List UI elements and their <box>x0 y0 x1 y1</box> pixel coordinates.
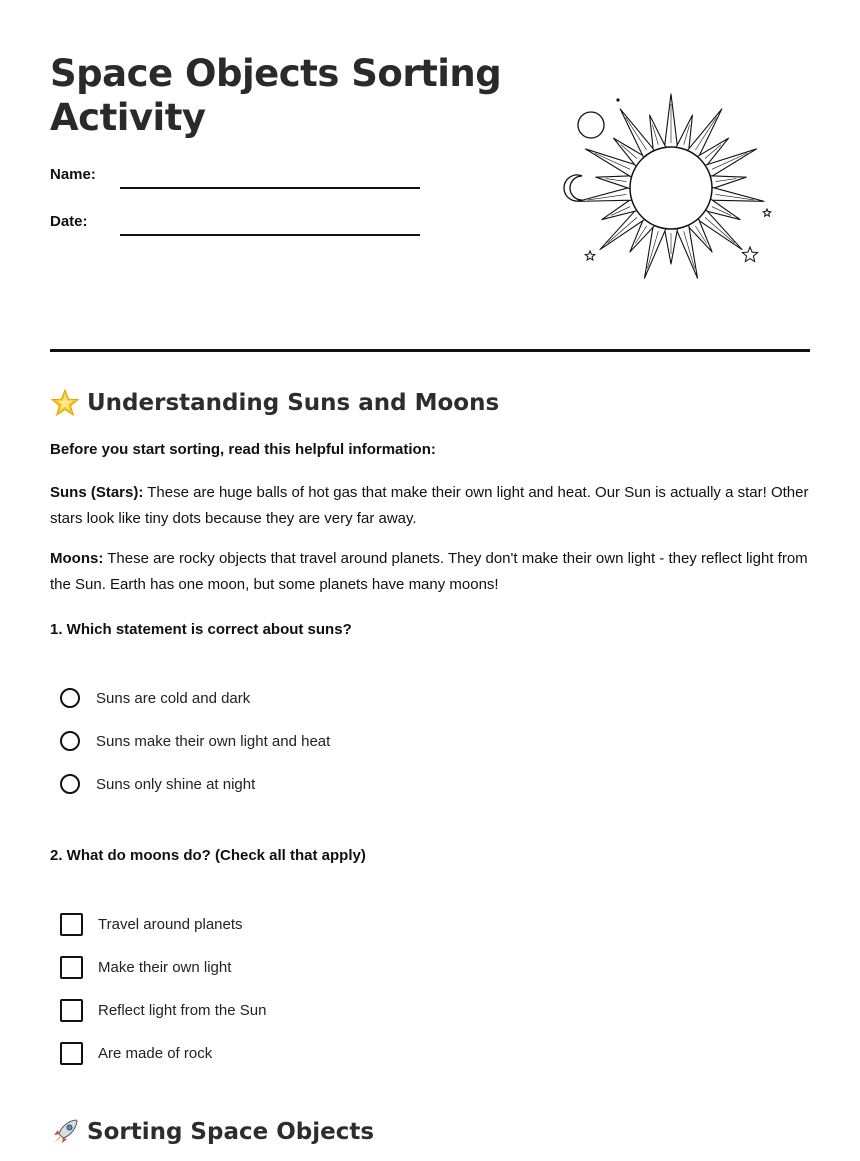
page-title: Space Objects Sorting Activity <box>50 52 502 139</box>
question-2-option[interactable]: Reflect light from the Sun <box>60 997 266 1023</box>
glowing-star-icon <box>50 388 80 418</box>
checkbox[interactable] <box>60 956 83 979</box>
date-label: Date: <box>50 213 88 230</box>
date-field[interactable] <box>120 234 420 236</box>
question-2: 2. What do moons do? (Check all that apply) <box>50 847 366 864</box>
question-1: 1. Which statement is correct about suns? <box>50 621 352 638</box>
name-label: Name: <box>50 166 96 183</box>
question-1-option[interactable]: Suns make their own light and heat <box>60 728 330 754</box>
moons-text: These are rocky objects that travel around planets. They don't make their own light - they reflect light from the Sun. Earth has one moon, but some planets have many moons! <box>50 550 808 593</box>
question-2-option[interactable]: Make their own light <box>60 954 231 980</box>
question-1-option[interactable]: Suns are cold and dark <box>60 685 250 711</box>
question-2-option[interactable]: Are made of rock <box>60 1040 212 1066</box>
section-divider <box>50 349 810 352</box>
moons-term: Moons: <box>50 550 104 567</box>
checkbox[interactable] <box>60 1042 83 1065</box>
radio-button[interactable] <box>60 688 80 708</box>
suns-text: These are huge balls of hot gas that make their own light and heat. Our Sun is actually a star! Other stars look like tiny dots because they are very far away. <box>50 484 809 527</box>
suns-term: Suns (Stars): <box>50 484 144 501</box>
radio-button[interactable] <box>60 774 80 794</box>
understanding-heading: Understanding Suns and Moons <box>50 388 499 418</box>
checkbox[interactable] <box>60 999 83 1022</box>
intro-text: Before you start sorting, read this helpful information: <box>50 441 436 458</box>
question-2-option[interactable]: Travel around planets <box>60 911 243 937</box>
sun-illustration-icon <box>550 85 780 285</box>
suns-paragraph <box>50 480 820 532</box>
sorting-heading: Sorting Space Objects <box>50 1117 374 1147</box>
checkbox[interactable] <box>60 913 83 936</box>
question-1-option[interactable]: Suns only shine at night <box>60 771 255 797</box>
name-field[interactable] <box>120 187 420 189</box>
radio-button[interactable] <box>60 731 80 751</box>
moons-paragraph <box>50 546 820 598</box>
rocket-icon <box>50 1117 80 1147</box>
